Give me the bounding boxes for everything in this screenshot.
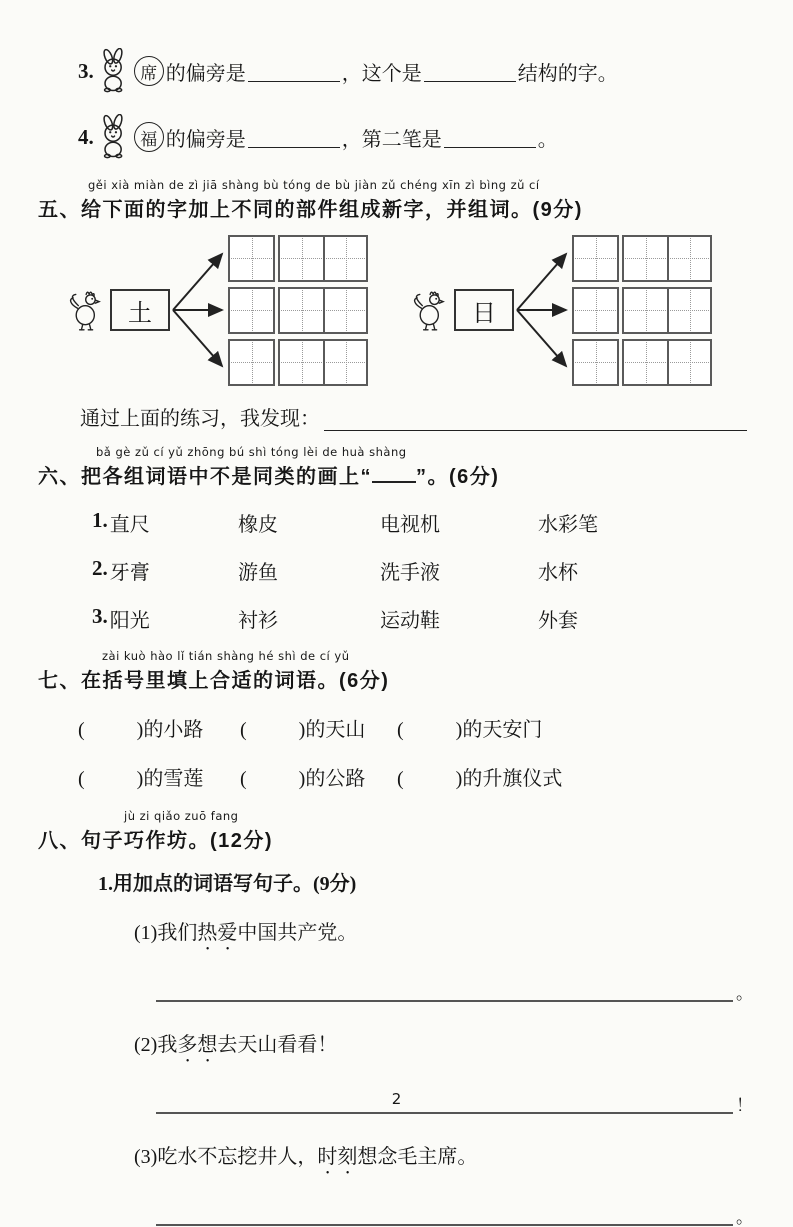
question-8-pinyin: jù zi qiǎo zuō fang bbox=[124, 809, 239, 823]
writing-grid-pair bbox=[622, 339, 712, 386]
bracket-label: 的天安门 bbox=[462, 719, 543, 741]
bracket-item: ( )的公路 bbox=[240, 768, 366, 790]
question-3 bbox=[78, 48, 753, 94]
answer-blank bbox=[248, 126, 340, 148]
answer-blank-long bbox=[156, 1098, 733, 1114]
fill-bracket-rows bbox=[78, 713, 753, 791]
word: 运动鞋 bbox=[380, 610, 440, 632]
sentence-1 bbox=[134, 916, 753, 955]
writing-grid-row bbox=[572, 287, 712, 334]
question-7-pinyin: zài kuò hào lǐ tián shàng hé shì de cí yǔ bbox=[102, 649, 350, 663]
row-number: 1. bbox=[92, 508, 108, 532]
sentence-text: (1)我们 bbox=[134, 922, 198, 944]
question-6-title-post: ”。(6分) bbox=[416, 466, 500, 488]
writing-grid-cell bbox=[228, 235, 275, 282]
question-4-text-3: 。 bbox=[537, 128, 558, 151]
question-3-text-2: ，这个是 bbox=[341, 62, 422, 85]
question-5-pinyin: gěi xià miàn de zì jiā shàng bù tóng de bù jiàn zǔ chéng xīn zì bìng zǔ cí bbox=[88, 178, 540, 192]
row-number: 2. bbox=[92, 556, 108, 580]
word: 外套 bbox=[538, 610, 578, 632]
answer-blank-long bbox=[156, 986, 733, 1002]
writing-grid-column bbox=[228, 235, 368, 386]
word: 衬衫 bbox=[238, 610, 278, 632]
question-8-title: 八、句子巧作坊。(12分) bbox=[38, 830, 274, 852]
answer-blank bbox=[248, 60, 340, 82]
question-3-number: 3. bbox=[78, 58, 94, 83]
summary-label: 通过上面的练习，我发现： bbox=[80, 408, 320, 430]
bracket-item: ( )的升旗仪式 bbox=[397, 768, 563, 790]
bracket-label: 的小路 bbox=[143, 719, 204, 741]
writing-grid-row bbox=[228, 235, 368, 282]
word: 水彩笔 bbox=[538, 514, 598, 536]
word-group-row bbox=[92, 556, 753, 585]
writing-grid-row bbox=[572, 339, 712, 386]
word: 洗手液 bbox=[380, 562, 440, 584]
sentence-text: 去天山看看！ bbox=[217, 1034, 338, 1056]
answer-line-2 bbox=[156, 1097, 753, 1114]
word: 游鱼 bbox=[238, 562, 278, 584]
grid-group-left bbox=[68, 234, 368, 386]
bracket-label: 的升旗仪式 bbox=[462, 768, 563, 790]
line-end-punctuation: 。 bbox=[736, 1208, 753, 1227]
word: 水杯 bbox=[538, 562, 578, 584]
question-8-subtitle: 1.用加点的词语写句子。(9分) bbox=[98, 873, 357, 895]
base-character-box: 日 bbox=[454, 289, 514, 331]
writing-grid-column bbox=[572, 235, 712, 386]
answer-blank-long bbox=[156, 1210, 733, 1226]
sentence-text: (3)吃水不忘挖井人， bbox=[134, 1146, 318, 1168]
writing-grid-cell bbox=[572, 235, 619, 282]
bracket-item: ( )的小路 bbox=[78, 719, 204, 741]
writing-grid-cell bbox=[228, 287, 275, 334]
rooster-icon bbox=[412, 287, 450, 333]
sentence-text: 中国共产党。 bbox=[237, 922, 358, 944]
character-building-section bbox=[38, 234, 753, 386]
bracket-item: ( )的雪莲 bbox=[78, 768, 204, 790]
bracket-item: ( )的天山 bbox=[240, 719, 366, 741]
rooster-icon bbox=[68, 287, 106, 333]
rabbit-icon bbox=[96, 114, 134, 160]
grid-group-right bbox=[412, 234, 712, 386]
word-group-row bbox=[92, 508, 753, 537]
base-character-box: 土 bbox=[110, 289, 170, 331]
writing-grid-pair bbox=[622, 235, 712, 282]
writing-grid-pair bbox=[278, 287, 368, 334]
rabbit-icon bbox=[96, 48, 134, 94]
question-4-number: 4. bbox=[78, 124, 94, 149]
bracket-label: 的公路 bbox=[305, 768, 366, 790]
question-4-text-1: 的偏旁是 bbox=[165, 128, 246, 151]
answer-line-1 bbox=[156, 985, 753, 1002]
emphasized-words: 热爱 bbox=[197, 922, 238, 944]
writing-grid-pair bbox=[278, 235, 368, 282]
writing-grid-pair bbox=[622, 287, 712, 334]
question-3-text-3: 结构的字。 bbox=[517, 62, 618, 85]
answer-blank bbox=[424, 60, 516, 82]
question-6-title-pre: 六、把各组词语中不是同类的画上“ bbox=[38, 466, 372, 488]
question-6-title bbox=[38, 460, 753, 489]
writing-grid-cell bbox=[228, 339, 275, 386]
summary-line bbox=[80, 402, 747, 431]
answer-blank bbox=[444, 126, 536, 148]
sentence-3 bbox=[134, 1140, 753, 1179]
writing-grid-row bbox=[572, 235, 712, 282]
question-6-pinyin: bǎ gè zǔ cí yǔ zhōng bú shì tóng lèi de huà shàng bbox=[96, 445, 407, 459]
question-5-title: 五、给下面的字加上不同的部件组成新字，并组词。(9分) bbox=[38, 199, 583, 221]
word: 直尺 bbox=[109, 514, 150, 536]
quoted-blank bbox=[372, 461, 416, 483]
word: 阳光 bbox=[109, 610, 150, 632]
writing-grid-pair bbox=[278, 339, 368, 386]
question-7-title: 七、在括号里填上合适的词语。(6分) bbox=[38, 670, 390, 692]
sentence-text: 想念毛主席。 bbox=[357, 1146, 478, 1168]
line-end-punctuation: ！ bbox=[736, 1096, 753, 1115]
word-group-row bbox=[92, 604, 753, 633]
emphasized-words: 时刻 bbox=[317, 1146, 358, 1168]
word: 橡皮 bbox=[238, 514, 278, 536]
word-groups bbox=[92, 508, 753, 633]
sentence-text: (2)我 bbox=[134, 1034, 178, 1056]
writing-grid-row bbox=[228, 287, 368, 334]
row-number: 3. bbox=[92, 604, 108, 628]
writing-grid-cell bbox=[572, 339, 619, 386]
writing-grid-cell bbox=[572, 287, 619, 334]
bracket-row bbox=[78, 762, 753, 791]
word: 牙膏 bbox=[109, 562, 150, 584]
answer-line-3 bbox=[156, 1209, 753, 1226]
arrows-fan bbox=[514, 234, 572, 386]
page-number: 2 bbox=[391, 1090, 402, 1108]
bracket-label: 的天山 bbox=[305, 719, 366, 741]
line-end-punctuation: 。 bbox=[736, 984, 753, 1003]
circled-character: 席 bbox=[134, 56, 164, 86]
writing-grid-row bbox=[228, 339, 368, 386]
arrows-fan bbox=[170, 234, 228, 386]
sentence-2 bbox=[134, 1028, 753, 1067]
question-3-text-1: 的偏旁是 bbox=[165, 62, 246, 85]
word: 电视机 bbox=[380, 514, 440, 536]
question-4-text-2: ，第二笔是 bbox=[341, 128, 442, 151]
circled-character: 福 bbox=[134, 122, 164, 152]
question-4 bbox=[78, 114, 753, 160]
bracket-row bbox=[78, 713, 753, 742]
bracket-item: ( )的天安门 bbox=[397, 719, 543, 741]
answer-blank-long bbox=[324, 410, 747, 431]
emphasized-words: 多想 bbox=[177, 1034, 218, 1056]
bracket-label: 的雪莲 bbox=[143, 768, 204, 790]
